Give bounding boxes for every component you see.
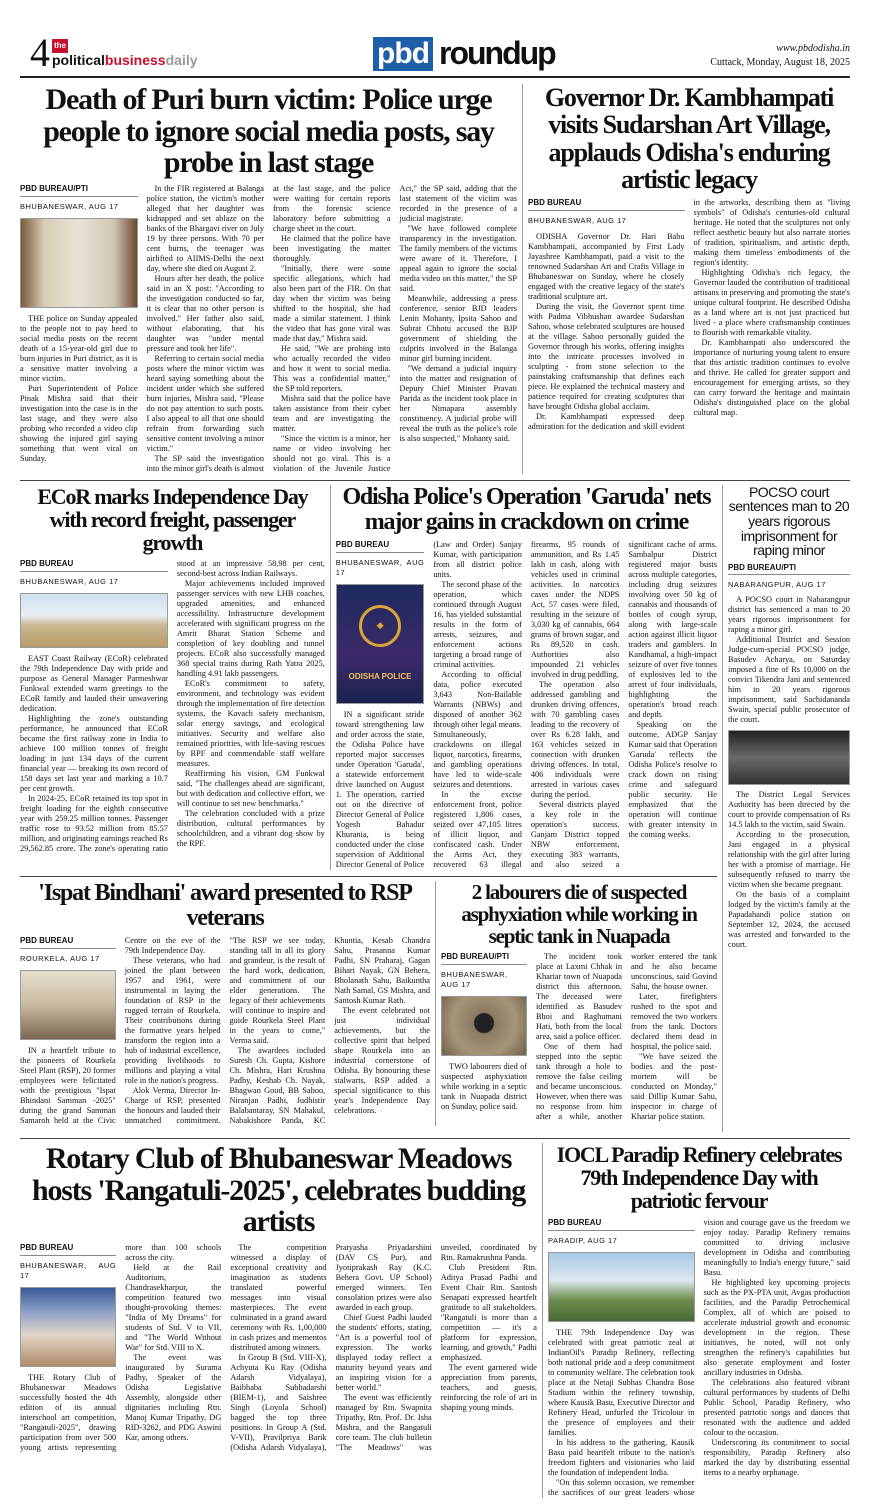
dateline: BHUBANESWAR, AUG 17	[20, 576, 119, 586]
paragraph: Meanwhile, addressing a press conference, senior BJD leaders Lenin Mohanty, Ipsita Sahoo and Subrat Chhotu accused the BJP government of shielding the culprits involved in the Balanga minor girl burning incident.	[399, 293, 517, 363]
paragraph: Dr. Kambhampati also underscored the importance of nurturing young talent to ensure that this artistic tradition continues to evolve and thrive. He called for greater support and encouragement for emerging artists, so they can carry forward the heritage and maintain Odisha's distinguished place on the global cultural map.	[693, 338, 850, 418]
article-body	[20, 936, 430, 1126]
dateline: BHUBANESWAR, AUG 17	[441, 970, 508, 990]
byline-block	[336, 540, 425, 578]
paragraph: "We have followed complete transparency in the investigation. The family members of the victims were aware of it. Therefore, I appeal again to ignore the social media video on this matter," the SP said.	[399, 223, 517, 293]
publication-brand	[52, 36, 198, 67]
article-rotary	[20, 1143, 542, 1497]
dateline: BHUBANESWAR, AUG 17	[20, 1260, 117, 1280]
brand-business: business	[104, 52, 166, 68]
dateline: NABARANGPUR, AUG 17	[728, 579, 826, 589]
paragraph: Held at the Rail Auditorium, Chandrasekharpur, the competition featured two thought-provoking themes: "India of My Dreams" for students of Std. V to VII, and "The World Without War" for Std. VIII to X.	[125, 1262, 222, 1352]
paragraph: IN a heartfelt tribute to the pioneers of Rourkela Steel Plant (RSP), 20 former employees were felicitated with the prestigious "Ispat Bhindani Samman -2025" during the grand Samman Samaroh held at the Civic Centre on the eve of the 79th Independence Day.	[20, 936, 221, 1126]
article-body	[20, 559, 325, 854]
row-ispat-labourers	[20, 877, 717, 1132]
paragraph: The celebrations also featured vibrant cultural performances by students of Delhi Public School, Paradip Refinery, who presented patriotic songs and dances that resonated with the audience and added colour to the occasion.	[703, 1377, 850, 1437]
byline: PBD BUREAU/PTI	[441, 952, 527, 965]
paragraph: During the visit, the Governor spent time with Padma Vibhushan awardee Sudarshan Sahoo, whose celebrated sculptures are housed at the village. Sahoo personally guided the Governor through his works, offering insights into the intricate processes involved in sculpting - from stone selection to the painstaking craftsmanship that defines each piece. He explained the technical mastery and patience required for creating sculptures that have brought Odisha global acclaim.	[528, 302, 685, 412]
paragraph: EAST Coast Railway (ECoR) celebrated the 79th Independence Day with pride and purpose as General Manager Parmeshwar Funkwal extended warm greetings to the ECoR family and lauded their unwavering dedication.	[20, 653, 168, 713]
article-body	[336, 540, 717, 870]
brand-political: political	[52, 52, 105, 68]
paragraph: Underscoring its commitment to social responsibility, Paradip Refinery also marked the day by distributing essential items to a nearby orphanage.	[703, 1437, 850, 1477]
logo-pbd: pbd	[373, 37, 433, 71]
paragraph: IN a significant stride toward strengthening law and order across the state, the Odisha Police have reported major successes under Operation 'Garuda', a statewide enforcement drive launched on August 1. The operation, carried out on the directive of Director General of Police Yogesh Bahadur Khurania, is being conducted under the close supervision of Additional Director General of Police (Law and Order) Sanjay Kumar, with participation from all district police units.	[335, 539, 522, 869]
brand-the: the	[52, 39, 68, 53]
paragraph: "Since the victim is a minor, her name or video involving her should not go viral. This is a violation of the Juvenile Justice Act," the SP said, adding that the last statement of the victim was recorded in the presence of a judicial magistrate.	[273, 183, 517, 473]
paragraph: In the FIR registered at Balanga police station, the victim's mother alleged that her daughter was kidnapped and set ablaze on the banks of the Bhargavi river on July 19 by three persons. With 70 per cent burns, the teenager was airlifted to AIIMS-Delhi the next day, where she died on August 2.	[146, 183, 264, 273]
article-iocl	[542, 1143, 850, 1497]
byline: PBD BUREAU	[20, 1243, 116, 1256]
headline: Death of Puri burn victim: Police urge people to ignore social media posts, say probe in last stage	[43, 83, 494, 179]
middle-left-stack	[20, 485, 722, 1133]
paragraph: TWO labourers died of suspected asphyxiation while working in a septic tank in Nuapada district on Sunday, police said.	[441, 1062, 527, 1112]
byline-block	[441, 952, 527, 990]
masthead-info	[710, 42, 850, 70]
dateline: PARADIP, AUG 17	[548, 1235, 618, 1245]
headline: Odisha Police's Operation 'Garuda' nets major gains in crackdown on crime	[342, 483, 711, 535]
byline-block	[528, 198, 685, 226]
article-governor	[522, 84, 850, 474]
page-number: 4	[30, 30, 50, 75]
masthead-rule	[20, 76, 850, 78]
paragraph: ECoR's commitment to safety, environment, and technology was evident through the implementation of fire detection systems, the Kavach safety mechanism, solar energy savings, and ecological initiatives. Security and welfare also remained priorities, with life-saving rescues by RPF and commendable staff welfare measures.	[176, 678, 325, 768]
paragraph: Additional District and Session Judge-cum-special POCSO judge, Basudev Acharya, on Saturday imposed a fine of Rs 10,000 on the convict Tikendra Jani and sentenced him to 20 years rigorous imprisonment, said Sachidananda Swain, special public prosecutor of the court.	[728, 634, 850, 724]
byline-block	[548, 1218, 695, 1246]
paragraph: A POCSO court in Nabarangpur district has sentenced a man to 20 years rigorous imprisonment for raping a minor girl.	[728, 594, 850, 634]
police-emblem-icon: ◆	[359, 605, 401, 647]
byline-block	[20, 936, 116, 964]
website-link[interactable]: www.pbdodisha.in	[776, 43, 850, 54]
article-body	[548, 1218, 850, 1498]
photo-police-officer	[20, 218, 138, 308]
paragraph: In Group B (Std. VIII-X), Achyuta Ku Ray (Odisha Adarsh Vidyalaya), Baibhaba Subhadarshi (BIEM-1), and Saishree Singh (Loyola School) bagged the top three positions. In Group A (Std. V-VII), Pravilpriya Barik (Odisha Adarsh Vidyalaya), Pratyasha Priyadarshini (DAV CS Pur), and Jyotiprakash Ray (K.C. Behera Govt. UP School) emerged winners. Ten consolation prizes were also awarded in each group.	[230, 1242, 432, 1452]
paragraph: Major achievements included improved passenger services with new LHB coaches, upgraded amenities, and enhanced accessibility. Infrastructure development accelerated with significant progress on the Amrit Bharat Station Scheme and completion of key doubling and tunnel projects. ECoR also successfully managed 368 special trains during Rath Yatra 2025, handling 4.91 lakh passengers.	[176, 578, 325, 678]
masthead	[0, 0, 870, 80]
paragraph: "We have seized the bodies and the post-mortem will be conducted on Monday," said Dillip Kumar Sahu, inspector in charge of Khariar police station.	[630, 1052, 717, 1122]
dateline: BHUBANESWAR, AUG 17	[20, 201, 119, 211]
page-body	[20, 80, 850, 1504]
row-top	[20, 80, 850, 481]
article-body-bottom	[728, 790, 850, 950]
paragraph: One of them had stepped into the septic tank through a hole to remove the false ceiling and became unconscious. However, when there was no response from him after a while, another worker entered the tank and he also became unconscious, said Govind Sahu, the house owner.	[536, 952, 717, 1122]
paragraph: According to the prosecution, Jani engaged in a physical relationship with the girl after luring her with a promise of marriage. He subsequently refused to marry the victim when she became pregnant.	[728, 829, 850, 889]
article-labourers	[435, 881, 717, 1126]
paragraph: The operation also addressed gambling and drunken driving offences, with 70 gambling cases leading to the recovery of over Rs 6.28 lakh, and 163 vehicles seized in connection with drunken driving offences. In total, 406 individuals were arrested in various cases during the period.	[530, 679, 620, 799]
article-body-top	[728, 595, 850, 725]
paragraph: Speaking on the outcome, ADGP Sanjay Kumar said that Operation 'Garuda' reflects the Odisha Police's resolve to crack down on rising crime and safeguard public security. He emphasized that the operation will continue with greater intensity in the coming weeks.	[628, 719, 717, 839]
brand-daily: daily	[165, 52, 198, 68]
article-body	[20, 1243, 537, 1453]
photo-caption: ODISHA POLICE	[348, 672, 412, 682]
paragraph: Chief Guest Padhi lauded the students' efforts, stating, "Art is a powerful tool of expression. The works displayed today reflect a maturity beyond years and an inspiring vision for a better world."	[335, 1312, 432, 1392]
paragraph: The event was inaugurated by Surama Padhy, Speaker of the Odisha Legislative Assembly, alongside other dignitaries including Rtn. Manoj Kumar Tripathy, DG RID-3262, and PDG Aswini Kar, among others.	[125, 1352, 222, 1442]
byline-block	[20, 184, 138, 212]
paragraph: THE 79th Independence Day was celebrated with great patriotic zeal at IndianOil's Paradip Refinery, reflecting both national pride and a deep commitment to community welfare. The celebration took place at the Netaji Subhas Chandra Bose Stadium within the refinery township, where Kausik Basu, Executive Director and Refinery Head, unfurled the Tricolour in the presence of employees and their families.	[548, 1327, 695, 1437]
dateline: ROURKELA, AUG 17	[20, 954, 100, 964]
paragraph: The awardees included Suresh Ch. Gupta, Kishore Ch. Mishra, Hari Krushna Padhy, Keshab Ch. Nayak, Bhagwan Goud, BB Sahoo, Niranjan Padhi, Judhistir Balabantaray, SN Mahakul, Nabakishore Panda, KC Khuntia, Kesab Chandra Sahu, Prasanna Kumar Padhi, SN Praharaj, Gagan Bihari Nayak, GN Behera, Bholanath Sahu, Baikuntha Nath Samal, GS Mishra, and Santosh Kumar Rath.	[229, 936, 430, 1126]
paragraph: Highlighting the zone's outstanding performance, he announced that ECoR became the first railway zone in India to achieve 100 million tonnes of freight loading in just 134 days of the current financial year — breaking its own record of 158 days set last year and marking a 10.7 per cent growth.	[20, 713, 168, 793]
article-body	[528, 198, 850, 432]
paragraph: Several districts played a key role in the operation's success. Ganjam District topped NBW enforcement, executing 383 warrants, and also seized a significant cache of arms. Sambalpur District registered major busts across multiple categories, including drug seizures involving over 50 kg of cannabis and thousands of bottles of cough syrup, along with large-scale action against illicit liquor traders and gamblers. In Kandhamal, a high-impact seizure of over five tonnes of explosives led to the arrest of four individuals, highlighting the operation's broad reach and depth.	[530, 539, 717, 869]
article-body	[441, 952, 717, 1122]
paragraph: Dr. Kambhampati expressed deep admiration for the dedication and skill evident in the artworks, describing them as "living symbols" of Odisha's centuries-old cultural heritage. He noted that the sculptures not only reflect aesthetic beauty but also narrate stories of tradition, spiritualism, and artistic depth, making them timeless embodiments of the region's identity.	[528, 198, 850, 432]
article-ecor	[20, 485, 330, 870]
paragraph: Later, firefighters rushed to the spot and removed the two workers from the tank. Doctors declared them dead in hospital, the police said.	[630, 992, 717, 1052]
headline: Governor Dr. Kambhampati visits Sudarshan Art Village, applauds Odisha's enduring artistic legacy	[544, 83, 834, 194]
article-pocso	[722, 485, 850, 1133]
paragraph: In the excise enforcement front, police registered 1,806 cases, seized over 47,105 litres of illicit liquor, and confiscated cash. Under the Arms Act, they recovered 63 illegal firearms, 95 rounds of ammunition, and Rs 1.45 lakh in cash, along with vehicles used in criminal activities. In narcotics cases under the NDPS Act, 57 cases were filed, resulting in the seizure of 3,030 kg of cannabis, 664 grams of brown sugar, and Rs 89,520 in cash. Authorities also impounded 21 vehicles involved in drug peddling.	[433, 539, 620, 869]
headline: IOCL Paradip Refinery celebrates 79th Independence Day with patriotic fervour	[556, 1142, 842, 1214]
paragraph: The event garnered wide appreciation from parents, teachers, and guests, reinforcing the role of art in shaping young minds.	[440, 1362, 537, 1412]
byline: PBD BUREAU/PTI	[20, 184, 138, 197]
paragraph: Mishra said that the police have taken assistance from their cyber team and are investigating the matter.	[273, 393, 391, 433]
photo-rangatuli-event	[20, 1287, 116, 1367]
paragraph: He highlighted key upcoming projects such as the PX-PTA unit, Avgas production facilities, and the Paradip Petrochemical Complex, all of which are poised to accelerate industrial growth and economic development in the region. These initiatives, he noted, will not only strengthen the refinery's capabilities but also generate employment and foster ancillary industries in Odisha.	[703, 1277, 850, 1377]
paragraph: The District Legal Services Authority has been directed by the court to provide compensation of Rs 14.5 lakh to the victim, said Swain.	[728, 789, 850, 829]
paragraph: In 2024-25, ECoR retained its top spot in freight loading for the eighth consecutive year with 259.25 million tonnes. Passenger traffic rose to 93.52 million from 85.57 million, and originating earnings reached Rs 29,562.85 crore. The zone's operating ratio stood at an impressive 58.98 per cent, second-best across Indian Railways.	[20, 558, 325, 853]
paragraph: In his address to the gathering, Kausik Basu paid heartfelt tribute to the nation's freedom fighters and visionaries who laid the foundation of independent India.	[548, 1437, 695, 1477]
section-logo	[373, 35, 555, 72]
paragraph: On the basis of a complaint lodged by the victim's family at the Papadahandi police station on September 12, 2024, the accused was arrested and forwarded to the court.	[728, 889, 850, 949]
logo-roundup: roundup	[438, 35, 555, 71]
paragraph: "We demand a judicial inquiry into the matter and resignation of Deputy Chief Minister Pravati Parida as the incident took place in her Nimapara assembly constituency. A judicial probe will reveal the truth as the police's role is also suspected," Mohanty said.	[399, 363, 517, 443]
photo-odisha-police-logo	[336, 584, 425, 704]
paragraph: Puri Superintendent of Police Pinak Mishra said that their investigation into the case is in the last stage, and they were also probing who recorded a video clip showing the injured girl saying something that went viral on Sunday.	[20, 383, 138, 463]
paragraph: "Initially, there were some specific allegations, which had also been part of the FIR. On that day when the victim was being shifted to the hospital, she had made a similar statement. I think the video that has gone viral was made that day," Mishra said.	[273, 263, 391, 343]
paragraph: Referring to certain social media posts where the minor victim was heard saying something about the incident under which she suffered burn injuries, Mishra said, "Please do not pay attention to such posts. I also appeal to all that one should refrain from forwarding such sensitive content involving a minor victim."	[146, 353, 264, 453]
paragraph: He claimed that the police have been investigating the matter thoroughly.	[273, 233, 391, 263]
photo-septic-tank	[441, 996, 527, 1056]
paragraph: Alok Verma, Director In-Charge of RSP, presented the honours and lauded their unmatched commitment. "The RSP we see today, standing tall in all its glory and grandeur, is the result of the hard work, dedication, and commitment of our elder generations. The legacy of their achievements will continue to inspire and guide Rourkela Steel Plant in the years to come," Verma said.	[124, 936, 326, 1126]
byline: PBD BUREAU	[336, 540, 425, 553]
dateline: BHUBANESWAR, AUG 17	[335, 557, 425, 577]
paragraph: The competition witnessed a display of exceptional creativity and imagination as students translated powerful messages into visual masterpieces. The event culminated in a grand award ceremony with Rs. 1,00,000 in cash prizes and mementos distributed among winners.	[230, 1242, 327, 1352]
byline: PBD BUREAU	[20, 936, 116, 949]
photo-ecor-parade	[20, 593, 168, 648]
paragraph: Highlighting Odisha's rich legacy, the Governor lauded the contribution of traditional artisans in preserving and promoting the state's unique cultural footprint. He described Odisha as a land where art is not just practiced but lived - a place where craftsmanship continues to flourish with remarkable vitality.	[693, 268, 850, 338]
photo-rsp-veterans	[20, 970, 116, 1040]
paragraph: THE police on Sunday appealed to the people not to pay heed to social media posts on the recent death of a 15-year-old girl due to burn injuries in Puri district, as it is a sensitive matter involving a minor victim.	[20, 313, 138, 383]
issue-date: Cuttack, Monday, August 18, 2025	[710, 57, 850, 68]
paragraph: The celebration concluded with a prize distribution, cultural performances by schoolchildren, and a vibrant dog show by the RPF.	[176, 808, 325, 848]
article-puri	[20, 84, 522, 474]
paragraph: The incident took place at Laxmi Chhak in Khariar town of Nuapada district this afternoon. The deceased were identified as Basudev Bhoi and Raghumani Hati, both from the local area, said a police officer.	[536, 952, 622, 1042]
byline-block	[20, 559, 168, 587]
headline: Rotary Club of Bhubaneswar Meadows hosts 'Rangatuli-2025', celebrates budding artists	[32, 1142, 525, 1239]
byline-block	[20, 1243, 116, 1281]
paragraph: Club President Rtn. Aditya Prasad Padhi and Event Chair Rtn. Santosh Senapati expressed heartfelt gratitude to all stakeholders. "Rangatuli is more than a competition — it's a platform for expression, learning, and growth," Padhi emphasized.	[440, 1262, 537, 1362]
headline: 2 labourers die of suspected asphyxiation while working in septic tank in Nuapada	[461, 879, 697, 948]
dateline: BHUBANESWAR, AUG 17	[528, 216, 627, 226]
paragraph: "On this solemn occasion, we remember the sacrifices of our great leaders whose vision and courage gave us the freedom we enjoy today. Paradip Refinery remains committed to driving inclusive development in Odisha and contributing meaningfully to India's energy future," said Basu.	[548, 1217, 850, 1497]
headline: 'Ispat Bindhani' award presented to RSP veterans	[38, 879, 412, 932]
paragraph: THE Rotary Club of Bhubaneswar Meadows successfully hosted the 4th edition of its annual interschool art competition, "Rangatuli-2025", drawing participation from over 500 young artists representing more than 100 schools across the city.	[20, 1242, 222, 1452]
row-middle	[20, 481, 850, 1140]
byline: PBD BUREAU	[548, 1218, 695, 1231]
byline: PBD BUREAU/PTI	[728, 563, 850, 575]
paragraph: He said, "We are probing into who actually recorded the video and how it went to social media. This was a confidential matter," the SP told reporters.	[273, 343, 391, 393]
paragraph: The event was efficiently managed by Rtn. Swapnita Tripathy, Rtn. Prof. Dr. Isha Mishra, and the Rangatuli core team. The club bulletin "The Meadows" was unveiled, coordinated by Rtn. Ramakrushna Panda.	[335, 1242, 537, 1452]
byline: PBD BUREAU	[20, 559, 168, 572]
article-body	[20, 184, 517, 474]
paragraph: The second phase of the operation, which continued through August 16, has yielded substantial results in the form of arrests, seizures, and enforcement actions targeting a broad range of criminal activities.	[433, 579, 522, 669]
paragraph: The SP said the investigation into the minor girl's death is almost at the last stage, and the police were waiting for certain reports from the forensic science laboratory before submitting a charge sheet in the court.	[146, 183, 391, 473]
article-ispat	[20, 881, 435, 1126]
paragraph: ODISHA Governor Dr. Hari Babu Kambhampati, accompanied by First Lady Jayashree Kambhampati, paid a visit to the renowned Sudarshan Art and Crafts Village in Bhubaneswar on Sunday, where he closely engaged with the creative legacy of the state's traditional sculpture art.	[528, 232, 685, 302]
photo-iocl-flag-hoisting	[548, 1252, 695, 1322]
paragraph: The event celebrated not just individual achievements, but the collective spirit that helped shape Rourkela into an industrial cornerstone of Odisha. By honouring these stalwarts, RSP added a special significance to this year's Independence Day celebrations.	[334, 1006, 430, 1116]
photo-handcuffs	[728, 730, 850, 785]
row-ecor-garuda	[20, 485, 717, 877]
paragraph: Hours after her death, the police said in an X post: "According to the investigation conducted so far, it is clear that no other person is involved." Her father also said, without elaborating, that his daughter was "under mental pressure and took her life".	[146, 273, 264, 353]
paragraph: Reaffirming his vision, GM Funkwal said, "The challenges ahead are significant, but with dedication and collective effort, we will continue to set new benchmarks."	[176, 768, 325, 808]
headline: ECoR marks Independence Day with record freight, passenger growth	[37, 483, 308, 555]
headline: POCSO court sentences man to 20 years rigorous imprisonment for raping minor	[728, 483, 850, 559]
paragraph: According to official data, police executed 3,643 Non-Bailable Warrants (NBWs) and disposed of another 362 through other legal means. Simultaneously, crackdowns on illegal liquor, narcotics, firearms, and gambling operations have led to wide-scale seizures and detentions.	[433, 669, 522, 789]
byline: PBD BUREAU	[528, 198, 685, 211]
article-garuda	[330, 485, 717, 870]
paragraph: These veterans, who had joined the plant between 1957 and 1961, were instrumental in laying the foundation of RSP in the rugged terrain of Rourkela. Their contributions during the formative years helped transform the region into a hub of industrial excellence, providing livelihoods to millions and playing a vital role in the nation's progress.	[124, 956, 221, 1086]
row-bottom	[20, 1139, 850, 1503]
